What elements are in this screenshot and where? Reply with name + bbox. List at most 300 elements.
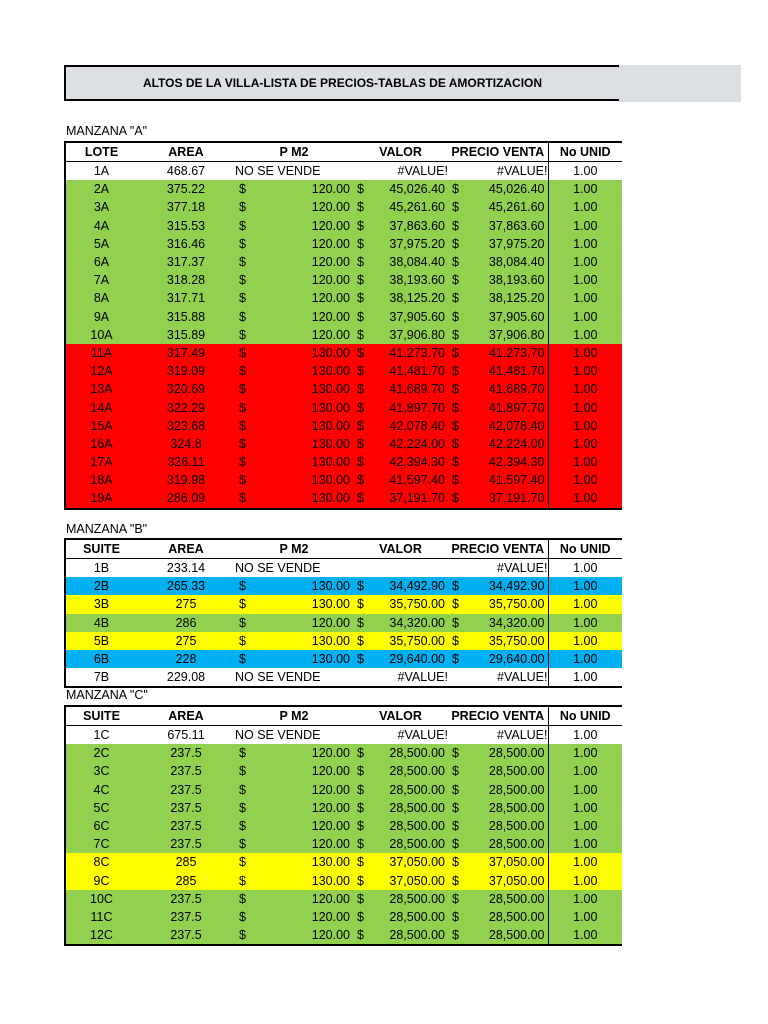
cell-no-unid: 1.00	[548, 595, 622, 613]
cell-precio-venta	[448, 235, 548, 253]
cell-precio-venta-amount: 37,905.60	[488, 309, 545, 324]
currency-symbol: $	[357, 579, 364, 594]
cell-id: 16A	[65, 435, 137, 453]
currency-symbol: $	[452, 382, 459, 397]
cell-precio-venta-amount: 37,975.20	[488, 236, 545, 251]
cell-valor-wrap	[353, 310, 448, 324]
cell-valor-amount: 28,500.00	[389, 764, 445, 779]
currency-symbol: $	[357, 837, 364, 852]
cell-id: 5A	[65, 235, 137, 253]
cell-precio-venta	[448, 253, 548, 271]
cell-id: 6A	[65, 253, 137, 271]
cell-area: 319.09	[137, 362, 235, 380]
table-row	[65, 417, 622, 435]
cell-precio-venta-amount: 45,261.60	[488, 200, 545, 215]
cell-id: 4A	[65, 217, 137, 235]
cell-precio-venta-amount: 28,500.00	[488, 764, 545, 779]
cell-precio-venta	[448, 362, 548, 380]
cell-area: 228	[137, 650, 235, 668]
cell-no-unid: 1.00	[548, 235, 622, 253]
table-manzana-c	[64, 705, 622, 946]
cell-valor-amount: 28,500.00	[389, 746, 445, 761]
cell-precio-venta: #VALUE!	[448, 559, 548, 578]
cell-precio-venta-amount: 37,863.60	[488, 218, 545, 233]
cell-valor	[353, 253, 448, 271]
cell-precio-venta-wrap	[448, 616, 548, 630]
cell-id: 11A	[65, 344, 137, 362]
cell-no-unid: 1.00	[548, 762, 622, 780]
cell-id: 8A	[65, 289, 137, 307]
cell-id: 18A	[65, 471, 137, 489]
cell-id: 5C	[65, 799, 137, 817]
cell-valor-wrap	[353, 746, 448, 760]
cell-valor	[353, 799, 448, 817]
cell-valor	[353, 471, 448, 489]
currency-symbol: $	[452, 182, 459, 197]
cell-precio-venta	[448, 762, 548, 780]
cell-precio-venta-wrap	[448, 382, 548, 396]
cell-precio-venta	[448, 926, 548, 945]
cell-valor-wrap	[353, 764, 448, 778]
cell-pm2-wrap	[235, 219, 353, 233]
cell-valor-wrap	[353, 419, 448, 433]
table-header-row	[65, 539, 622, 559]
currency-symbol: $	[357, 309, 364, 324]
currency-symbol: $	[239, 182, 246, 197]
currency-symbol: $	[357, 382, 364, 397]
cell-no-unid: 1.00	[548, 853, 622, 871]
cell-precio-venta-wrap	[448, 291, 548, 305]
cell-valor-wrap	[353, 273, 448, 287]
header-valor: VALOR	[353, 706, 448, 726]
cell-valor-amount: 28,500.00	[389, 837, 445, 852]
cell-no-unid: 1.00	[548, 614, 622, 632]
currency-symbol: $	[357, 652, 364, 667]
currency-symbol: $	[239, 782, 246, 797]
cell-id: 10A	[65, 326, 137, 344]
currency-symbol: $	[239, 597, 246, 612]
cell-pm2-amount: 120.00	[311, 909, 350, 924]
cell-valor	[353, 744, 448, 762]
cell-no-unid: 1.00	[548, 632, 622, 650]
currency-symbol: $	[239, 327, 246, 342]
table-row	[65, 632, 622, 650]
cell-precio-venta	[448, 198, 548, 216]
cell-pm2-wrap	[235, 634, 353, 648]
cell-area: 324.8	[137, 435, 235, 453]
cell-valor-amount: 41,481.70	[389, 364, 445, 379]
cell-area: 319.98	[137, 471, 235, 489]
cell-precio-venta-amount: 28,500.00	[488, 891, 545, 906]
currency-symbol: $	[452, 309, 459, 324]
cell-precio-venta-wrap	[448, 237, 548, 251]
table-row	[65, 559, 622, 578]
cell-precio-venta-amount: 28,500.00	[488, 782, 545, 797]
cell-precio-venta-wrap	[448, 874, 548, 888]
cell-no-unid: 1.00	[548, 198, 622, 216]
cell-id: 7C	[65, 835, 137, 853]
cell-pm2	[235, 744, 353, 762]
cell-pm2	[235, 362, 353, 380]
cell-valor-wrap	[353, 346, 448, 360]
cell-valor-wrap	[353, 437, 448, 451]
currency-symbol: $	[357, 782, 364, 797]
cell-precio-venta-wrap	[448, 746, 548, 760]
cell-pm2	[235, 235, 353, 253]
cell-precio-venta-amount: 45,026.40	[488, 182, 545, 197]
cell-area: 237.5	[137, 762, 235, 780]
currency-symbol: $	[452, 455, 459, 470]
cell-no-unid: 1.00	[548, 668, 622, 687]
cell-precio-venta-wrap	[448, 200, 548, 214]
cell-pm2	[235, 872, 353, 890]
cell-no-unid: 1.00	[548, 817, 622, 835]
cell-pm2-wrap	[235, 255, 353, 269]
section-label-a: MANZANA "A"	[66, 124, 148, 138]
cell-area: 285	[137, 872, 235, 890]
cell-pm2	[235, 890, 353, 908]
cell-precio-venta-wrap	[448, 437, 548, 451]
cell-precio-venta-wrap	[448, 783, 548, 797]
cell-precio-venta	[448, 650, 548, 668]
cell-precio-venta-amount: 38,193.60	[488, 273, 545, 288]
cell-pm2-amount: 120.00	[311, 218, 350, 233]
currency-symbol: $	[357, 400, 364, 415]
cell-valor-wrap	[353, 783, 448, 797]
cell-pm2-wrap	[235, 652, 353, 666]
currency-symbol: $	[452, 418, 459, 433]
cell-id: 12C	[65, 926, 137, 945]
currency-symbol: $	[452, 200, 459, 215]
cell-id: 3C	[65, 762, 137, 780]
header-id: LOTE	[65, 142, 137, 162]
cell-valor-amount: 34,492.90	[389, 579, 445, 594]
cell-precio-venta-wrap	[448, 255, 548, 269]
sheet-title-text: ALTOS DE LA VILLA-LISTA DE PRECIOS-TABLAS DE AMORTIZACION	[142, 76, 543, 90]
cell-valor-wrap	[353, 874, 448, 888]
cell-precio-venta-amount: 28,500.00	[488, 819, 545, 834]
header-id: SUITE	[65, 539, 137, 559]
cell-valor	[353, 380, 448, 398]
currency-symbol: $	[239, 345, 246, 360]
cell-pm2	[235, 326, 353, 344]
cell-pm2	[235, 926, 353, 945]
cell-pm2-wrap	[235, 579, 353, 593]
table-row	[65, 271, 622, 289]
cell-precio-venta-amount: 37,050.00	[488, 855, 545, 870]
cell-pm2	[235, 577, 353, 595]
cell-pm2-amount: 120.00	[311, 615, 350, 630]
cell-valor	[353, 872, 448, 890]
cell-area: 275	[137, 595, 235, 613]
cell-precio-venta-amount: 38,125.20	[488, 291, 545, 306]
table-row	[65, 577, 622, 595]
section-label-c: MANZANA "C"	[66, 688, 148, 702]
cell-valor	[353, 595, 448, 613]
cell-pm2-amount: 130.00	[311, 855, 350, 870]
cell-pm2-amount: 130.00	[311, 873, 350, 888]
cell-valor-amount: 28,500.00	[389, 819, 445, 834]
cell-valor-amount: 37,050.00	[389, 873, 445, 888]
cell-precio-venta-amount: 34,492.90	[488, 579, 545, 594]
cell-pm2-wrap	[235, 491, 353, 505]
cell-pm2	[235, 853, 353, 871]
cell-valor-wrap	[353, 237, 448, 251]
cell-precio-venta-amount: 41,897.70	[488, 400, 545, 415]
cell-id: 9A	[65, 308, 137, 326]
currency-symbol: $	[357, 928, 364, 943]
currency-symbol: $	[357, 436, 364, 451]
cell-precio-venta-amount: 35,750.00	[488, 633, 545, 648]
cell-precio-venta-amount: 35,750.00	[488, 597, 545, 612]
currency-symbol: $	[357, 200, 364, 215]
cell-pm2-wrap	[235, 182, 353, 196]
currency-symbol: $	[239, 837, 246, 852]
cell-no-unid: 1.00	[548, 344, 622, 362]
cell-valor-amount: 37,975.20	[389, 236, 445, 251]
cell-valor-amount: 37,906.80	[389, 327, 445, 342]
cell-valor-wrap	[353, 910, 448, 924]
cell-valor-amount: 45,026.40	[389, 182, 445, 197]
cell-no-unid: 1.00	[548, 559, 622, 578]
cell-area: 237.5	[137, 926, 235, 945]
cell-pm2-wrap	[235, 382, 353, 396]
cell-no-unid: 1.00	[548, 872, 622, 890]
cell-valor-wrap	[353, 801, 448, 815]
cell-pm2-amount: 130.00	[311, 436, 350, 451]
cell-id: 6B	[65, 650, 137, 668]
cell-valor-wrap	[353, 634, 448, 648]
cell-pm2-wrap	[235, 910, 353, 924]
cell-pm2-wrap	[235, 783, 353, 797]
cell-pm2-wrap	[235, 819, 353, 833]
table-row	[65, 726, 622, 745]
cell-area: 237.5	[137, 908, 235, 926]
cell-pm2-wrap	[235, 597, 353, 611]
currency-symbol: $	[357, 418, 364, 433]
table-row	[65, 380, 622, 398]
cell-pm2	[235, 217, 353, 235]
header-id: SUITE	[65, 706, 137, 726]
cell-pm2-amount: 130.00	[311, 455, 350, 470]
cell-precio-venta-wrap	[448, 491, 548, 505]
cell-id: 2B	[65, 577, 137, 595]
currency-symbol: $	[357, 819, 364, 834]
cell-precio-venta: #VALUE!	[448, 668, 548, 687]
currency-symbol: $	[357, 909, 364, 924]
cell-valor-amount: 37,191.70	[389, 491, 445, 506]
table-row	[65, 362, 622, 380]
cell-precio-venta	[448, 614, 548, 632]
cell-valor	[353, 453, 448, 471]
cell-valor-amount: 28,500.00	[389, 800, 445, 815]
currency-symbol: $	[357, 273, 364, 288]
currency-symbol: $	[239, 928, 246, 943]
title-background-extension	[619, 65, 741, 102]
cell-valor	[353, 180, 448, 198]
currency-symbol: $	[239, 633, 246, 648]
cell-id: 19A	[65, 489, 137, 508]
cell-precio-venta-amount: 28,500.00	[488, 909, 545, 924]
cell-pm2: NO SE VENDE	[235, 559, 353, 578]
cell-precio-venta-amount: 37,050.00	[488, 873, 545, 888]
cell-pm2	[235, 650, 353, 668]
cell-precio-venta	[448, 781, 548, 799]
cell-pm2-wrap	[235, 855, 353, 869]
cell-pm2-amount: 120.00	[311, 819, 350, 834]
cell-precio-venta	[448, 380, 548, 398]
currency-symbol: $	[452, 855, 459, 870]
cell-precio-venta	[448, 344, 548, 362]
cell-valor	[353, 417, 448, 435]
currency-symbol: $	[452, 746, 459, 761]
cell-precio-venta-amount: 37,191.70	[488, 491, 545, 506]
cell-no-unid: 1.00	[548, 435, 622, 453]
cell-valor	[353, 326, 448, 344]
cell-pm2-amount: 130.00	[311, 345, 350, 360]
cell-valor-amount: 41,897.70	[389, 400, 445, 415]
cell-no-unid: 1.00	[548, 577, 622, 595]
cell-area: 316.46	[137, 235, 235, 253]
cell-area: 285	[137, 853, 235, 871]
cell-valor	[353, 398, 448, 416]
cell-precio-venta-amount: 41,481.70	[488, 364, 545, 379]
cell-pm2-wrap	[235, 874, 353, 888]
cell-pm2	[235, 308, 353, 326]
cell-valor-amount: 42,394.30	[389, 455, 445, 470]
currency-symbol: $	[357, 291, 364, 306]
cell-no-unid: 1.00	[548, 781, 622, 799]
cell-precio-venta-wrap	[448, 419, 548, 433]
currency-symbol: $	[357, 218, 364, 233]
currency-symbol: $	[239, 309, 246, 324]
cell-valor	[353, 198, 448, 216]
table-row	[65, 235, 622, 253]
table-row	[65, 853, 622, 871]
cell-pm2-wrap	[235, 892, 353, 906]
table-header-row	[65, 142, 622, 162]
cell-area: 317.71	[137, 289, 235, 307]
cell-pm2	[235, 632, 353, 650]
currency-symbol: $	[452, 491, 459, 506]
cell-pm2-wrap	[235, 437, 353, 451]
currency-symbol: $	[452, 291, 459, 306]
currency-symbol: $	[239, 873, 246, 888]
cell-precio-venta-amount: 42,078.40	[488, 418, 545, 433]
cell-precio-venta-amount: 28,500.00	[488, 837, 545, 852]
cell-valor-amount: 37,050.00	[389, 855, 445, 870]
cell-id: 1C	[65, 726, 137, 745]
cell-valor-amount: 38,193.60	[389, 273, 445, 288]
cell-valor-wrap	[353, 455, 448, 469]
cell-valor-amount: 35,750.00	[389, 597, 445, 612]
currency-symbol: $	[452, 345, 459, 360]
cell-area: 675.11	[137, 726, 235, 745]
cell-valor-amount: 28,500.00	[389, 782, 445, 797]
cell-id: 9C	[65, 872, 137, 890]
currency-symbol: $	[452, 633, 459, 648]
cell-valor-amount: 28,500.00	[389, 928, 445, 943]
cell-area: 237.5	[137, 744, 235, 762]
currency-symbol: $	[239, 652, 246, 667]
currency-symbol: $	[239, 382, 246, 397]
cell-pm2	[235, 380, 353, 398]
cell-precio-venta	[448, 908, 548, 926]
cell-area: 265.33	[137, 577, 235, 595]
cell-pm2-amount: 120.00	[311, 764, 350, 779]
cell-pm2	[235, 614, 353, 632]
cell-no-unid: 1.00	[548, 471, 622, 489]
cell-valor-amount: 35,750.00	[389, 633, 445, 648]
cell-precio-venta	[448, 308, 548, 326]
cell-pm2-wrap	[235, 273, 353, 287]
cell-pm2-amount: 120.00	[311, 291, 350, 306]
cell-pm2-wrap	[235, 928, 353, 942]
cell-valor-wrap	[353, 616, 448, 630]
cell-precio-venta-wrap	[448, 910, 548, 924]
table-row	[65, 217, 622, 235]
cell-no-unid: 1.00	[548, 217, 622, 235]
currency-symbol: $	[357, 764, 364, 779]
cell-no-unid: 1.00	[548, 926, 622, 945]
currency-symbol: $	[239, 746, 246, 761]
currency-symbol: $	[239, 855, 246, 870]
cell-id: 10C	[65, 890, 137, 908]
cell-area: 237.5	[137, 799, 235, 817]
cell-pm2	[235, 799, 353, 817]
cell-precio-venta-wrap	[448, 634, 548, 648]
cell-pm2-amount: 120.00	[311, 891, 350, 906]
currency-symbol: $	[239, 764, 246, 779]
cell-valor-amount: 42,078.40	[389, 418, 445, 433]
cell-pm2-amount: 120.00	[311, 273, 350, 288]
cell-valor-wrap	[353, 837, 448, 851]
cell-pm2	[235, 398, 353, 416]
cell-pm2-wrap	[235, 291, 353, 305]
table-row	[65, 817, 622, 835]
cell-valor-wrap	[353, 219, 448, 233]
cell-pm2	[235, 253, 353, 271]
cell-valor-amount: 41,689.70	[389, 382, 445, 397]
cell-valor	[353, 926, 448, 945]
cell-precio-venta	[448, 595, 548, 613]
cell-valor	[353, 435, 448, 453]
cell-pm2-wrap	[235, 364, 353, 378]
cell-id: 4B	[65, 614, 137, 632]
cell-valor: #VALUE!	[353, 726, 448, 745]
currency-symbol: $	[357, 800, 364, 815]
cell-precio-venta	[448, 471, 548, 489]
currency-symbol: $	[239, 891, 246, 906]
cell-precio-venta-amount: 42,224.00	[488, 436, 545, 451]
cell-no-unid: 1.00	[548, 398, 622, 416]
cell-area: 286	[137, 614, 235, 632]
cell-precio-venta: #VALUE!	[448, 162, 548, 181]
cell-valor	[353, 308, 448, 326]
currency-symbol: $	[239, 218, 246, 233]
cell-pm2-amount: 120.00	[311, 800, 350, 815]
cell-area: 237.5	[137, 835, 235, 853]
cell-pm2-amount: 120.00	[311, 327, 350, 342]
cell-valor-wrap	[353, 597, 448, 611]
cell-area: 323.68	[137, 417, 235, 435]
cell-valor-wrap	[353, 652, 448, 666]
currency-symbol: $	[239, 400, 246, 415]
cell-valor	[353, 835, 448, 853]
cell-area: 237.5	[137, 781, 235, 799]
cell-precio-venta	[448, 289, 548, 307]
cell-precio-venta-wrap	[448, 597, 548, 611]
